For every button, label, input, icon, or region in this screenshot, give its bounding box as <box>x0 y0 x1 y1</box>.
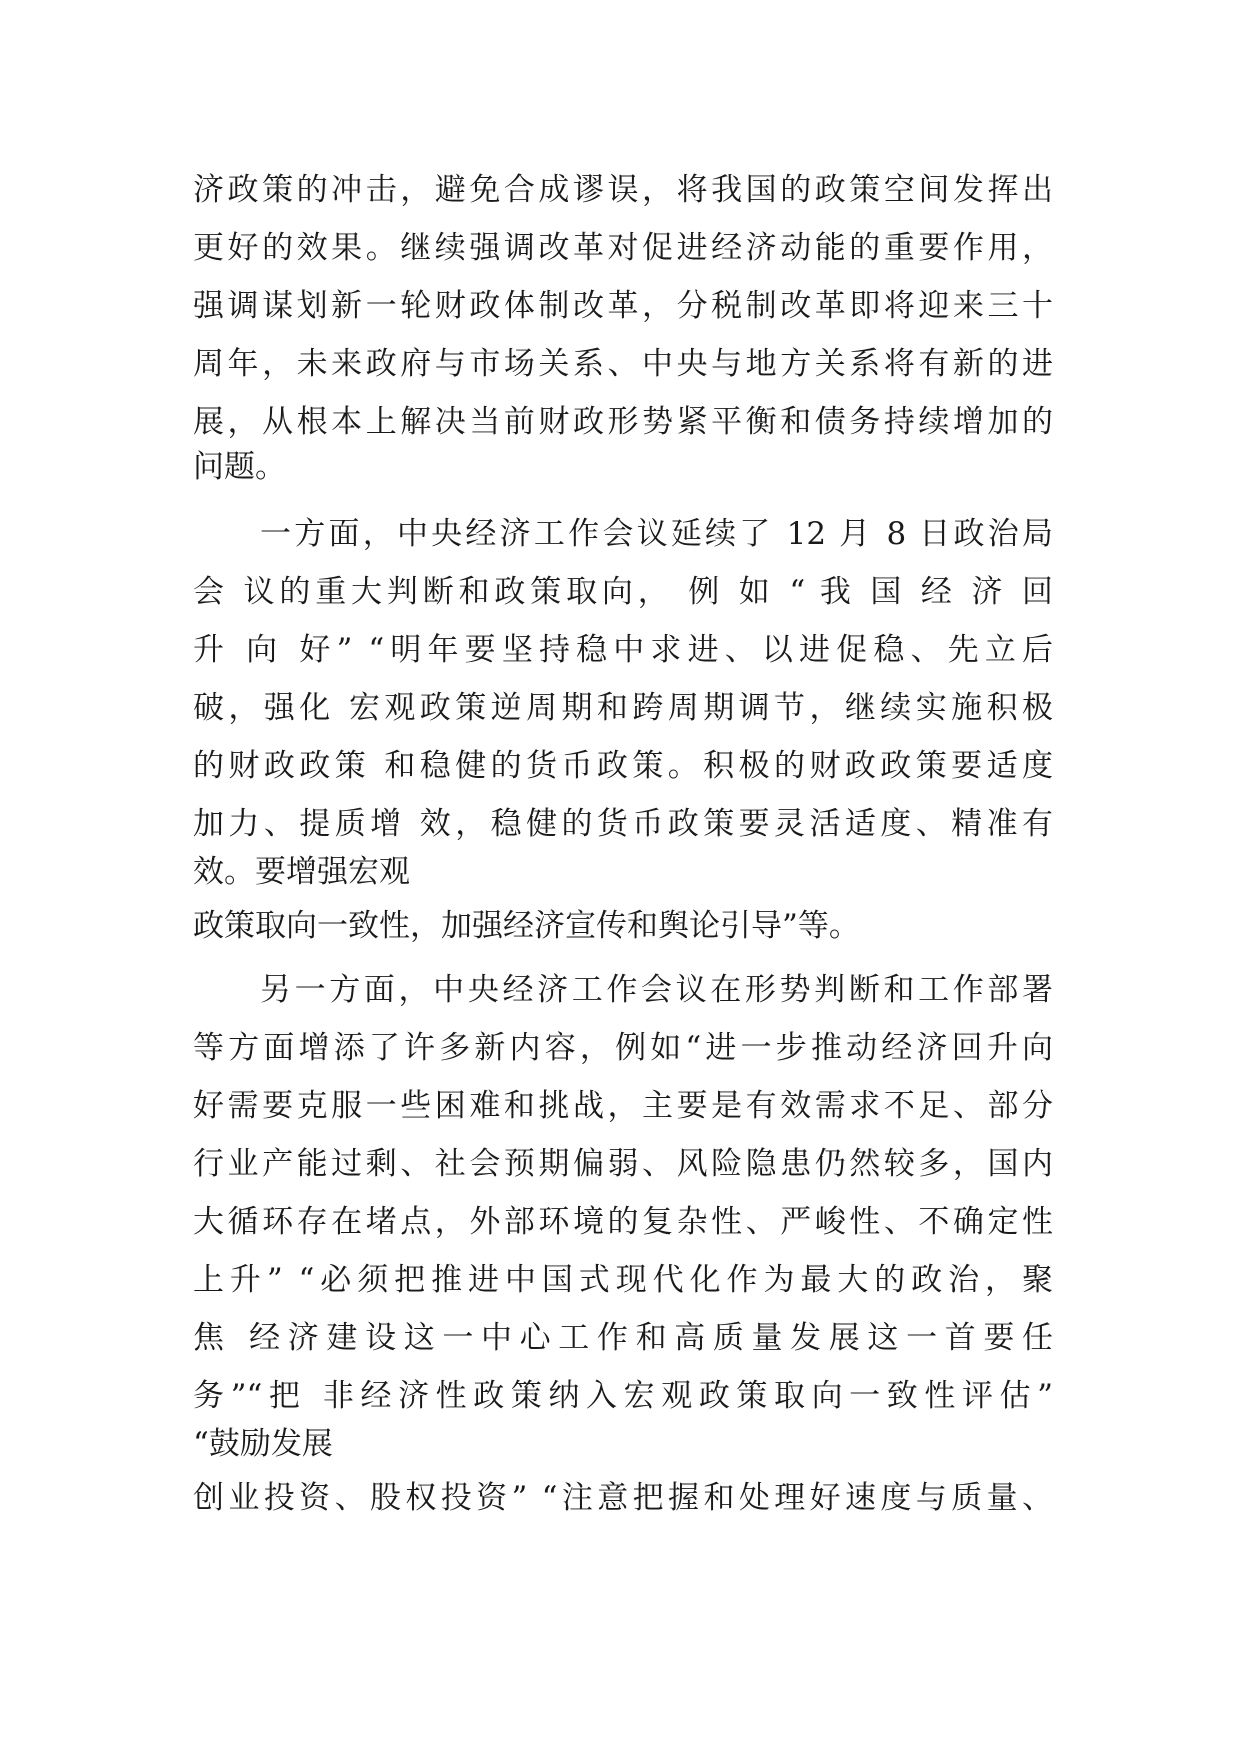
paragraph-start-line: 另一方面，中央经济工作会议在形势判断和工作部署 <box>260 972 1053 1008</box>
text-line: 更好的效果。继续强调改革对促进经济动能的重要作用， <box>193 230 1053 266</box>
text-line: 创业投资、股权投资” “注意把握和处理好速度与质量、 <box>193 1480 1053 1516</box>
text-line: 等方面增添了许多新内容，例如“进一步推动经济回升向 <box>193 1030 1053 1066</box>
text-line: “鼓励发展 <box>193 1426 333 1462</box>
text-line: 焦 经济建设这一中心工作和高质量发展这一首要任 <box>193 1320 1053 1356</box>
text-line: 展，从根本上解决当前财政形势紧平衡和债务持续增加的 <box>193 404 1053 440</box>
text-line: 上升” “必须把推进中国式现代化作为最大的政治，聚 <box>193 1262 1053 1298</box>
text-line: 政策取向一致性，加强经济宣传和舆论引导”等。 <box>193 908 860 944</box>
text-line: 周年，未来政府与市场关系、中央与地方关系将有新的进 <box>193 346 1053 382</box>
text-line: 效。要增强宏观 <box>193 854 410 890</box>
text-line: 务”“把 非经济性政策纳入宏观政策取向一致性评估” <box>193 1378 1053 1414</box>
text-line: 行业产能过剩、社会预期偏弱、风险隐患仍然较多，国内 <box>193 1146 1053 1182</box>
text-line: 济政策的冲击，避免合成谬误，将我国的政策空间发挥出 <box>193 172 1053 208</box>
text-line: 破，强化 宏观政策逆周期和跨周期调节，继续实施积极 <box>193 690 1053 726</box>
text-line: 的财政政策 和稳健的货币政策。积极的财政政策要适度 <box>193 748 1053 784</box>
text-line: 加力、提质增 效，稳健的货币政策要灵活适度、精准有 <box>193 806 1053 842</box>
text-line: 升 向 好” “明年要坚持稳中求进、以进促稳、先立后 <box>193 632 1053 668</box>
text-line: 问题。 <box>193 449 286 485</box>
text-line: 好需要克服一些困难和挑战，主要是有效需求不足、部分 <box>193 1088 1053 1124</box>
text-line: 会 议的重大判断和政策取向， 例 如 “ 我 国 经 济 回 <box>193 574 1053 610</box>
text-line: 强调谋划新一轮财政体制改革，分税制改革即将迎来三十 <box>193 288 1053 324</box>
text-line: 大循环存在堵点，外部环境的复杂性、严峻性、不确定性 <box>193 1204 1053 1240</box>
paragraph-start-line: 一方面，中央经济工作会议延续了 12 月 8 日政治局 <box>260 516 1053 552</box>
